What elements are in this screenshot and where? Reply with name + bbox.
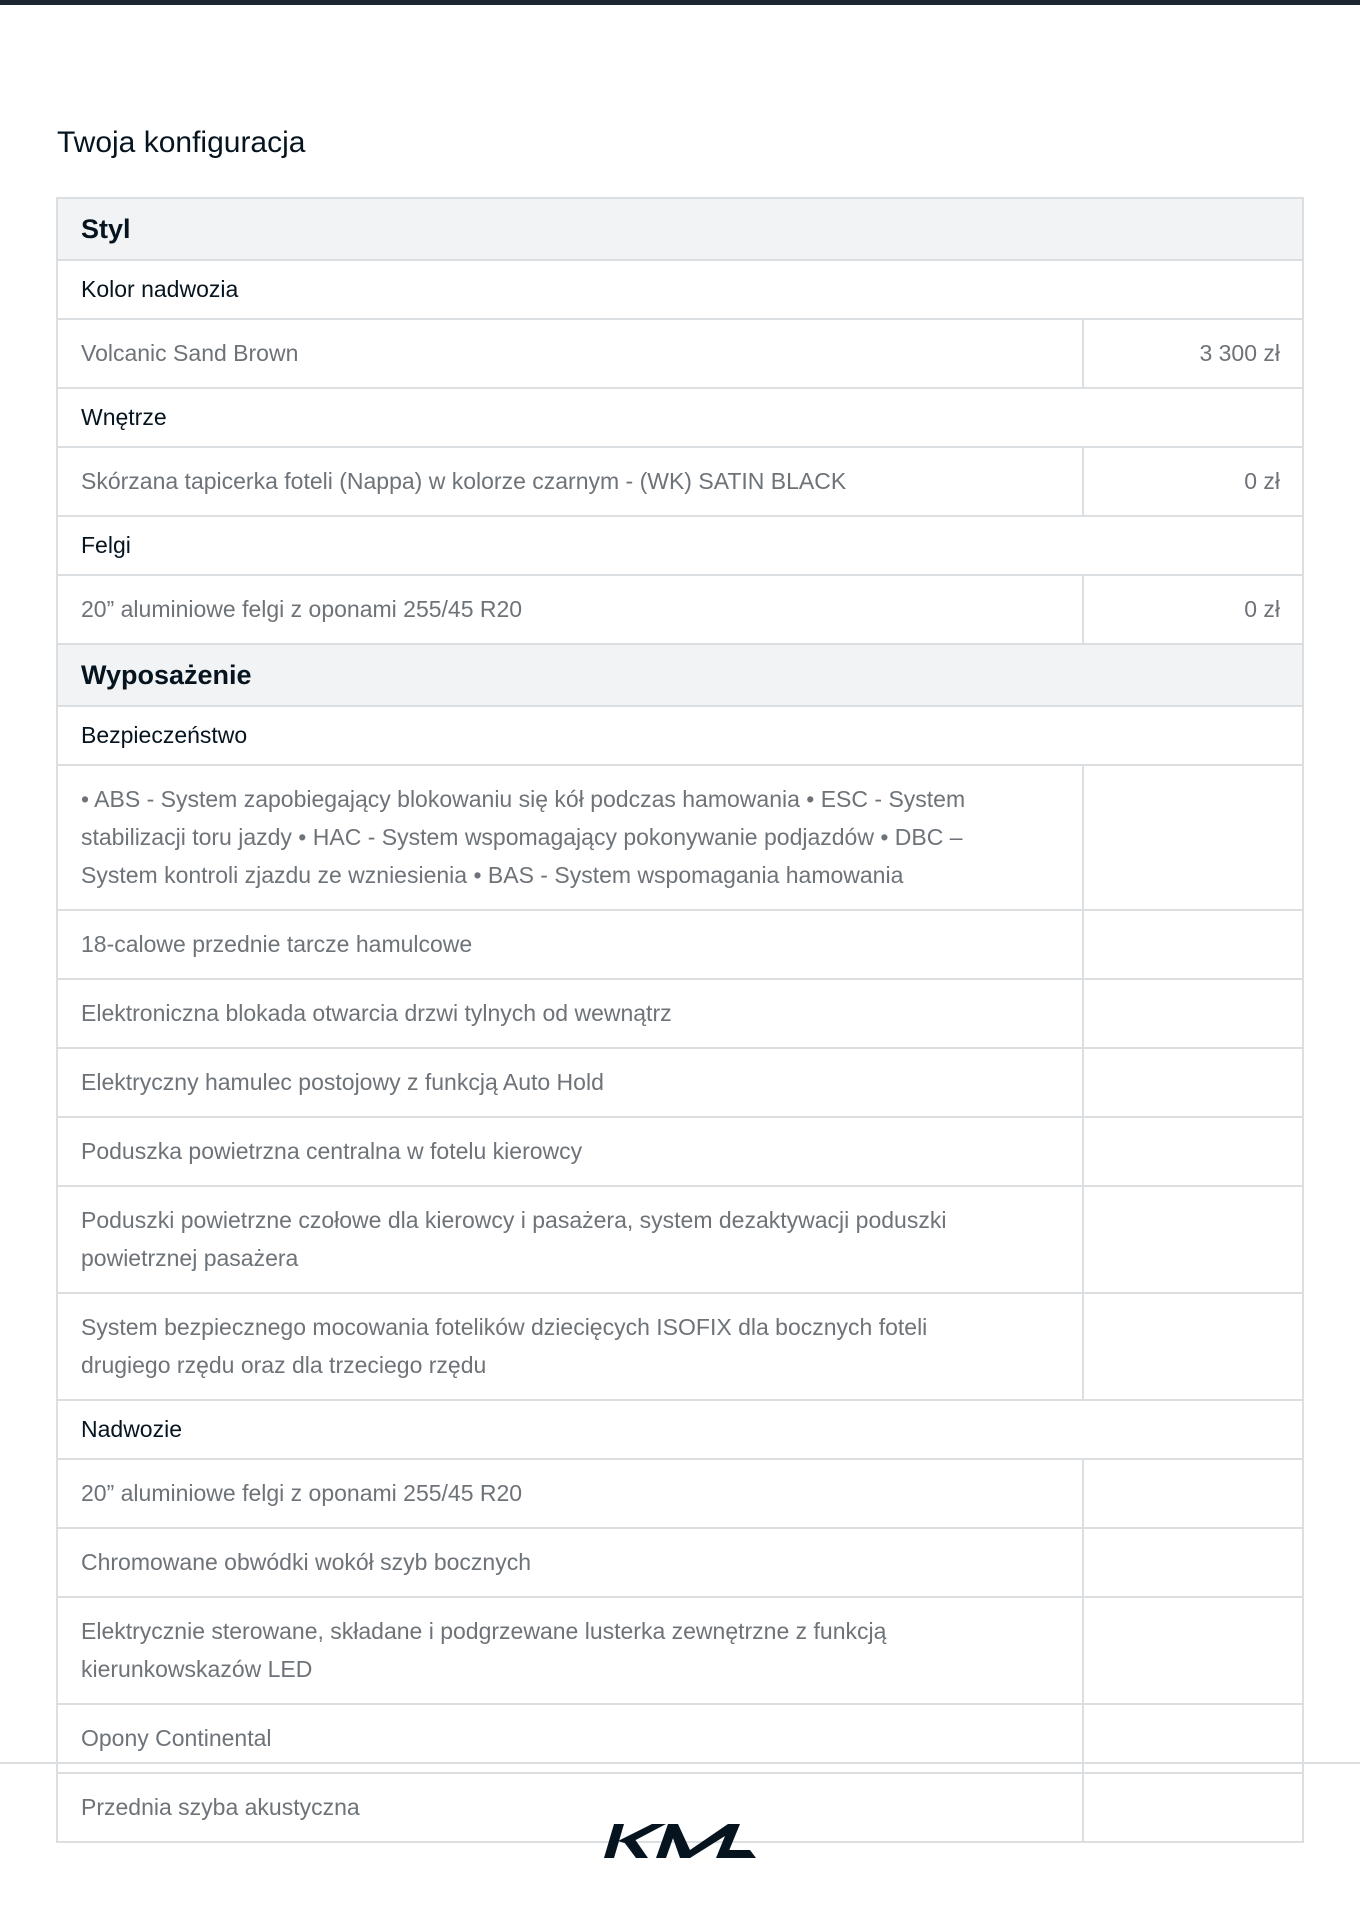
item-price	[1084, 1460, 1302, 1527]
category-row-bezpieczenstwo	[58, 707, 1302, 766]
table-row	[58, 980, 1302, 1049]
table-row	[58, 576, 1302, 645]
item-name: Elektroniczna blokada otwarcia drzwi tylnych od wewnątrz	[58, 980, 1084, 1047]
item-price	[1084, 1049, 1302, 1116]
item-price: 0 zł	[1244, 596, 1280, 622]
item-name: Elektrycznie sterowane, składane i podgrzewane lusterka zewnętrzne z funkcją kierunkowskazów LED	[58, 1598, 1084, 1703]
item-price	[1084, 766, 1302, 909]
item-name: Przednia szyba akustyczna	[58, 1774, 1084, 1841]
page-title: Twoja konfiguracja	[57, 126, 306, 159]
item-price	[1084, 1187, 1302, 1292]
table-row	[58, 1187, 1302, 1294]
item-price: 0 zł	[1244, 468, 1280, 494]
section-header-wyposazenie	[58, 645, 1302, 707]
item-price	[1084, 1118, 1302, 1185]
table-row	[58, 1598, 1302, 1705]
section-header-styl	[58, 199, 1302, 261]
item-name: 20” aluminiowe felgi z oponami 255/45 R20	[58, 576, 1084, 643]
category-row-felgi	[58, 517, 1302, 576]
configuration-table	[56, 197, 1304, 1843]
item-price	[1084, 1598, 1302, 1703]
item-name: Poduszka powietrzna centralna w fotelu kierowcy	[58, 1118, 1084, 1185]
category-row-kolor	[58, 261, 1302, 320]
category-label: Wnętrze	[81, 404, 167, 430]
top-bar	[0, 0, 1360, 5]
item-name: Chromowane obwódki wokół szyb bocznych	[58, 1529, 1084, 1596]
kia-logo-icon	[604, 1822, 756, 1860]
table-row	[58, 1529, 1302, 1598]
footer-divider	[0, 1762, 1360, 1764]
item-price	[1084, 1529, 1302, 1596]
category-row-nadwozie	[58, 1401, 1302, 1460]
table-row	[58, 1460, 1302, 1529]
category-label: Nadwozie	[81, 1416, 182, 1442]
section-title: Styl	[81, 213, 131, 244]
item-name: • ABS - System zapobiegający blokowaniu się kół podczas hamowania • ESC - System stabilizacji toru jazdy • HAC - System wspomagający pokonywanie podjazdów • DBC – System kontroli zjazdu ze wzniesienia • BAS - System wspomagania hamowania	[58, 766, 1084, 909]
item-price	[1084, 1774, 1302, 1841]
item-price: 3 300 zł	[1199, 340, 1280, 366]
item-price	[1084, 1294, 1302, 1399]
item-name: Volcanic Sand Brown	[58, 320, 1084, 387]
item-name: Elektryczny hamulec postojowy z funkcją Auto Hold	[58, 1049, 1084, 1116]
table-row	[58, 1118, 1302, 1187]
table-row	[58, 1049, 1302, 1118]
category-label: Kolor nadwozia	[81, 276, 239, 302]
category-row-wnetrze	[58, 389, 1302, 448]
table-row	[58, 1294, 1302, 1401]
item-name: 18-calowe przednie tarcze hamulcowe	[58, 911, 1084, 978]
section-title: Wyposażenie	[81, 659, 252, 690]
category-label: Bezpieczeństwo	[81, 722, 248, 748]
item-name: System bezpiecznego mocowania fotelików dziecięcych ISOFIX dla bocznych foteli drugiego rzędu oraz dla trzeciego rzędu	[58, 1294, 1084, 1399]
item-price	[1084, 980, 1302, 1047]
table-row	[58, 911, 1302, 980]
item-name: Poduszki powietrzne czołowe dla kierowcy i pasażera, system dezaktywacji poduszki powietrznej pasażera	[58, 1187, 1084, 1292]
table-row	[58, 320, 1302, 389]
item-name: Skórzana tapicerka foteli (Nappa) w kolorze czarnym - (WK) SATIN BLACK	[58, 448, 1084, 515]
item-name: 20” aluminiowe felgi z oponami 255/45 R20	[58, 1460, 1084, 1527]
table-row	[58, 766, 1302, 911]
item-price	[1084, 911, 1302, 978]
table-row	[58, 448, 1302, 517]
category-label: Felgi	[81, 532, 131, 558]
item-name: Opony Continental	[58, 1705, 1084, 1772]
